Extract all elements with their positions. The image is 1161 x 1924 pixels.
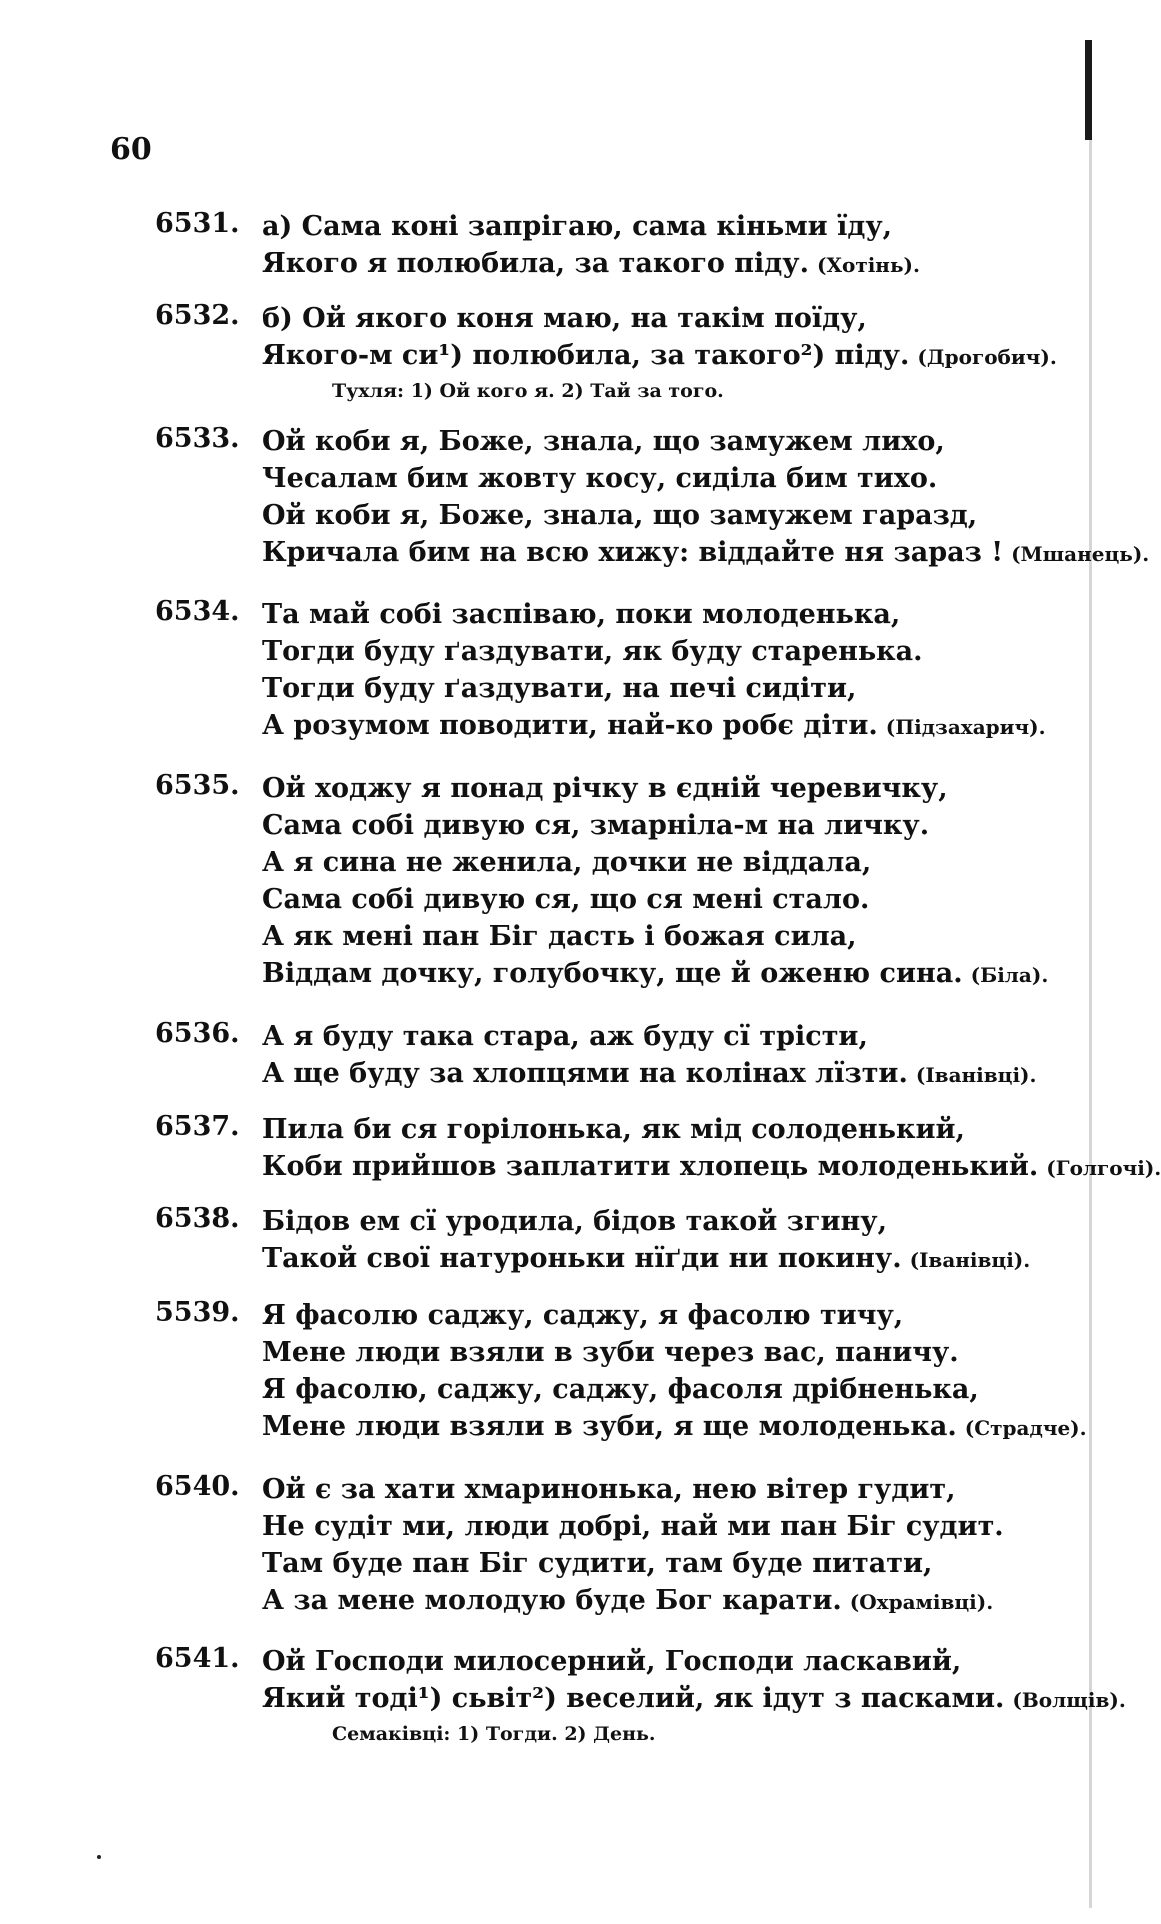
verse-line: Ой є за хати хмаринонька, нею вітер гудит, <box>262 1474 956 1505</box>
verse-line: а) Сама коні запрігаю, сама кіньми їду, <box>262 211 893 242</box>
verse-line: Ой ходжу я понад річку в єдній черевичку, <box>262 773 948 804</box>
verse-line: Бідов ем сї уродила, бідов такой згину, <box>262 1206 887 1237</box>
ink-speck <box>97 1855 101 1859</box>
verse-line: Ой Господи милосерний, Господи ласкавий, <box>262 1646 962 1677</box>
source-place: (Хотінь). <box>817 253 920 277</box>
entry-number: 6533. <box>155 423 240 454</box>
source-place: (Голгочі). <box>1046 1156 1161 1180</box>
source-place: (Біла). <box>970 963 1049 987</box>
verse-line: Кричала бим на всю хижу: віддайте ня зараз ! <box>262 537 1004 568</box>
verse-line: Такой свої натуроньки нїґди ни покину. <box>262 1243 902 1274</box>
verse-line: Сама собі дивую ся, змарніла-м на личку. <box>262 810 930 841</box>
verse-line: б) Ой якого коня маю, на такім поїду, <box>262 303 867 334</box>
verse-line: Якого-м си¹) полюбила, за такого²) піду. <box>262 340 910 371</box>
verse-line: Коби прийшов заплатити хлопець молоденький. <box>262 1151 1039 1182</box>
verse-line: Віддам дочку, голубочку, ще й оженю сина. <box>262 958 963 989</box>
entry-number: 6540. <box>155 1471 240 1502</box>
verse-line: Сама собі дивую ся, що ся мені стало. <box>262 884 870 915</box>
entry-number: 6541. <box>155 1643 240 1674</box>
verse-line: А ще буду за хлопцями на колінах лїзти. <box>262 1058 908 1089</box>
verse-line: Ой коби я, Боже, знала, що замужем лихо, <box>262 426 945 457</box>
page-number: 60 <box>110 132 152 167</box>
page-edge-mark <box>1085 40 1092 140</box>
verse-line: Мене люди взяли в зуби через вас, паничу. <box>262 1337 959 1368</box>
verse-line: Ой коби я, Боже, знала, що замужем гаразд, <box>262 500 978 531</box>
verse-line: Там буде пан Біг судити, там буде питати, <box>262 1548 933 1579</box>
source-place: (Волщів). <box>1012 1688 1126 1712</box>
source-place: (Охрамівці). <box>849 1590 994 1614</box>
entry-number: 6532. <box>155 300 240 331</box>
verse-line: Я фасолю, саджу, саджу, фасоля дрібненька, <box>262 1374 979 1405</box>
entry-number: 6537. <box>155 1111 240 1142</box>
source-place: (Іванівці). <box>915 1063 1037 1087</box>
entry-number: 6534. <box>155 596 240 627</box>
verse-line: Який тоді¹) сьвіт²) веселий, як ідут з пасками. <box>262 1683 1005 1714</box>
verse-line: Тогди буду ґаздувати, як буду старенька. <box>262 636 923 667</box>
variant-note: Семаківці: 1) Тогди. 2) День. <box>332 1723 656 1745</box>
entry-number: 6531. <box>155 208 240 239</box>
entry-number: 6536. <box>155 1018 240 1049</box>
entry-number: 5539. <box>155 1297 240 1328</box>
entry-number: 6535. <box>155 770 240 801</box>
page-edge-line <box>1089 48 1092 1908</box>
verse-line: А я сина не женила, дочки не віддала, <box>262 847 872 878</box>
source-place: (Дрогобич). <box>917 345 1057 369</box>
verse-line: Чесалам бим жовту косу, сиділа бим тихо. <box>262 463 938 494</box>
verse-line: Та май собі заспіваю, поки молоденька, <box>262 599 901 630</box>
verse-line: А я буду така стара, аж буду сї трісти, <box>262 1021 868 1052</box>
source-place: (Страдче). <box>964 1416 1087 1440</box>
source-place: (Мшанець). <box>1011 542 1150 566</box>
source-place: (Підзахарич). <box>885 715 1046 739</box>
entry-number: 6538. <box>155 1203 240 1234</box>
verse-line: Не судіт ми, люди добрі, най ми пан Біг судит. <box>262 1511 1004 1542</box>
verse-line: А розумом поводити, най-ко робє діти. <box>262 710 878 741</box>
verse-line: А як мені пан Біг дасть і божая сила, <box>262 921 857 952</box>
source-place: (Іванівці). <box>909 1248 1031 1272</box>
verse-line: Якого я полюбила, за такого піду. <box>262 248 809 279</box>
verse-line: Мене люди взяли в зуби, я ще молоденька. <box>262 1411 957 1442</box>
verse-line: Пила би ся горілонька, як мід солоденький, <box>262 1114 965 1145</box>
verse-line: Тогди буду ґаздувати, на печі сидіти, <box>262 673 857 704</box>
verse-line: А за мене молодую буде Бог карати. <box>262 1585 842 1616</box>
verse-line: Я фасолю саджу, саджу, я фасолю тичу, <box>262 1300 904 1331</box>
variant-note: Тухля: 1) Ой кого я. 2) Тай за того. <box>332 380 724 402</box>
